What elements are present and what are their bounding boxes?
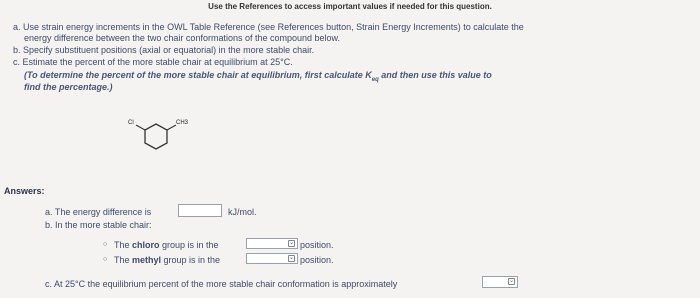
answer-a-label: a. The energy difference is — [45, 207, 152, 217]
energy-unit: kJ/mol. — [228, 207, 257, 217]
chloro-position-suffix: position. — [300, 240, 334, 250]
question-a-line2: energy difference between the two chair conformations of the compound below. — [24, 33, 341, 43]
chloro-label: Cl — [128, 120, 134, 126]
chevron-down-icon: ⌄ — [289, 240, 295, 246]
methyl-position-suffix: position. — [300, 255, 334, 265]
hint-line2: find the percentage.) — [24, 82, 113, 92]
question-c: c. Estimate the percent of the more stable chair at equilibrium at 25°C. — [13, 57, 293, 67]
methyl-label: CH3 — [176, 120, 189, 126]
references-header: Use the References to access important values if needed for this question. — [208, 2, 492, 11]
chloro-position-select[interactable] — [246, 238, 298, 249]
question-b: b. Specify substituent positions (axial or equatorial) in the more stable chair. — [13, 45, 315, 55]
energy-difference-input[interactable] — [178, 204, 222, 217]
question-a-line1: a. Use strain energy increments in the OWL Table Reference (see References button, Strain Energy Increments) to calculate the — [13, 22, 524, 32]
equilibrium-percent-select[interactable] — [482, 276, 518, 288]
methyl-sentence: The methyl group is in the — [114, 255, 221, 265]
bullet-icon: ○ — [103, 256, 108, 263]
methyl-position-select[interactable] — [246, 253, 298, 264]
bullet-icon: ○ — [103, 241, 108, 248]
cyclohexane-structure — [119, 108, 219, 174]
answers-title: Answers: — [4, 186, 45, 196]
chevron-down-icon: ⌄ — [509, 278, 515, 284]
cyclohexane-ring — [119, 108, 219, 174]
chloro-sentence: The chloro group is in the — [114, 240, 219, 250]
chevron-down-icon: ⌄ — [289, 255, 295, 261]
hint-line1: (To determine the percent of the more stable chair at equilibrium, first calculate $K_{eq}$ and then use this value to — [24, 70, 492, 83]
answer-b-label: b. In the more stable chair: — [45, 220, 152, 230]
answer-c-label: c. At 25°C the equilibrium percent of the more stable chair conformation is approximately — [45, 279, 398, 289]
